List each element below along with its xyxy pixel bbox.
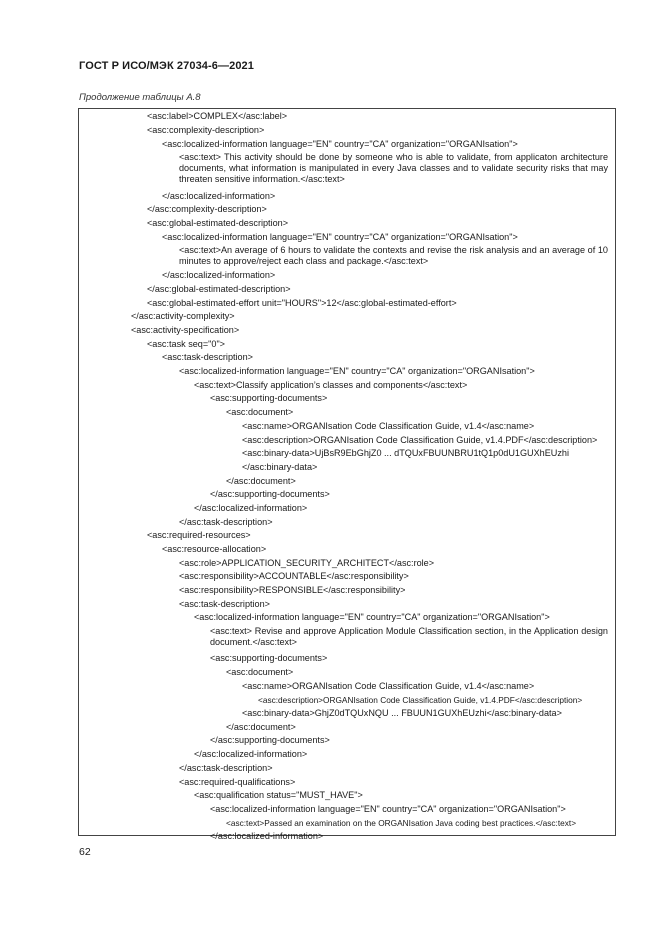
code-line: <asc:supporting-documents> <box>210 653 328 663</box>
code-text-block: <asc:text> Revise and approve Application Module Classification section, in the Application design document.</asc:text> <box>210 626 608 647</box>
code-line: <asc:localized-information language="EN" country="CA" organization="ORGANIsation"> <box>194 612 550 622</box>
code-line-cut: </asc:localized-information> <box>210 831 324 841</box>
code-line: <asc:localized-information language="EN" country="CA" organization="ORGANIsation"> <box>210 804 566 814</box>
code-line: <asc:binary-data>UjBsR9EbGhjZ0 ... dTQUxFBUUNBRU1tQ1p0dU1GUXhEUzhi <box>242 448 569 458</box>
code-line: <asc:responsibility>ACCOUNTABLE</asc:responsibility> <box>179 571 409 581</box>
code-line: </asc:localized-information> <box>162 191 276 201</box>
code-line: </asc:binary-data> <box>242 462 318 472</box>
code-line: <asc:required-resources> <box>147 530 251 540</box>
code-line: <asc:activity-specification> <box>131 325 240 335</box>
code-line: </asc:task-description> <box>179 763 273 773</box>
code-listing-box <box>78 108 616 841</box>
code-text-block: <asc:text>An average of 6 hours to validate the contexts and revise the risk analysis and an average of 10 minutes to approve/reject each class and package.</asc:text> <box>179 245 608 266</box>
code-line: <asc:required-qualifications> <box>179 777 296 787</box>
code-line: <asc:localized-information language="EN" country="CA" organization="ORGANIsation"> <box>162 232 518 242</box>
code-line: <asc:global-estimated-effort unit="HOURS">12</asc:global-estimated-effort> <box>147 298 457 308</box>
code-text-block: <asc:text> This activity should be done by someone who is able to validate, from applicaton architecture documents, what information is manipulated in every Java classes and to validate security risks that may threaten sensitive information.</asc:text> <box>179 152 608 184</box>
code-line: <asc:resource-allocation> <box>162 544 267 554</box>
code-line: </asc:complexity-description> <box>147 204 267 214</box>
standard-title: ГОСТ Р ИСО/МЭК 27034-6—2021 <box>79 60 254 72</box>
code-line: <asc:responsibility>RESPONSIBLE</asc:responsibility> <box>179 585 406 595</box>
code-line: <asc:global-estimated-description> <box>147 218 289 228</box>
code-line: <asc:localized-information language="EN" country="CA" organization="ORGANIsation"> <box>162 139 518 149</box>
code-line: </asc:activity-complexity> <box>131 311 235 321</box>
code-line: </asc:supporting-documents> <box>210 489 330 499</box>
code-line: <asc:task-description> <box>179 599 270 609</box>
code-line: <asc:task seq="0"> <box>147 339 225 349</box>
code-line: </asc:global-estimated-description> <box>147 284 291 294</box>
code-line: </asc:document> <box>226 476 296 486</box>
code-line: <asc:qualification status="MUST_HAVE"> <box>194 790 363 800</box>
code-line: <asc:localized-information language="EN" country="CA" organization="ORGANIsation"> <box>179 366 535 376</box>
code-line: </asc:supporting-documents> <box>210 735 330 745</box>
code-line: <asc:name>ORGANIsation Code Classification Guide, v1.4</asc:name> <box>242 681 535 691</box>
code-line: <asc:supporting-documents> <box>210 393 328 403</box>
table-caption: Продолжение таблицы А.8 <box>79 92 201 103</box>
code-line: <asc:binary-data>GhjZ0dTQUxNQU ... FBUUN1GUXhEUzhi</asc:binary-data> <box>242 708 562 718</box>
code-line: </asc:localized-information> <box>162 270 276 280</box>
code-line: <asc:description>ORGANIsation Code Classification Guide, v1.4.PDF</asc:description> <box>258 695 583 705</box>
code-line: <asc:text>Passed an examination on the ORGANIsation Java coding best practices.</asc:text> <box>226 818 577 828</box>
code-line: </asc:localized-information> <box>194 749 308 759</box>
code-line: </asc:localized-information> <box>194 503 308 513</box>
page-number: 62 <box>79 846 91 858</box>
code-line: <asc:label>COMPLEX</asc:label> <box>147 111 288 121</box>
code-line: </asc:task-description> <box>179 517 273 527</box>
code-line: </asc:document> <box>226 722 296 732</box>
code-line: <asc:document> <box>226 667 294 677</box>
code-line: <asc:description>ORGANIsation Code Classification Guide, v1.4.PDF</asc:description> <box>242 435 598 445</box>
code-line: <asc:name>ORGANIsation Code Classification Guide, v1.4</asc:name> <box>242 421 535 431</box>
code-line: <asc:complexity-description> <box>147 125 265 135</box>
code-line: <asc:document> <box>226 407 294 417</box>
code-line: <asc:role>APPLICATION_SECURITY_ARCHITECT</asc:role> <box>179 558 435 568</box>
code-line: <asc:task-description> <box>162 352 253 362</box>
code-line: <asc:text>Classify application’s classes and components</asc:text> <box>194 380 468 390</box>
